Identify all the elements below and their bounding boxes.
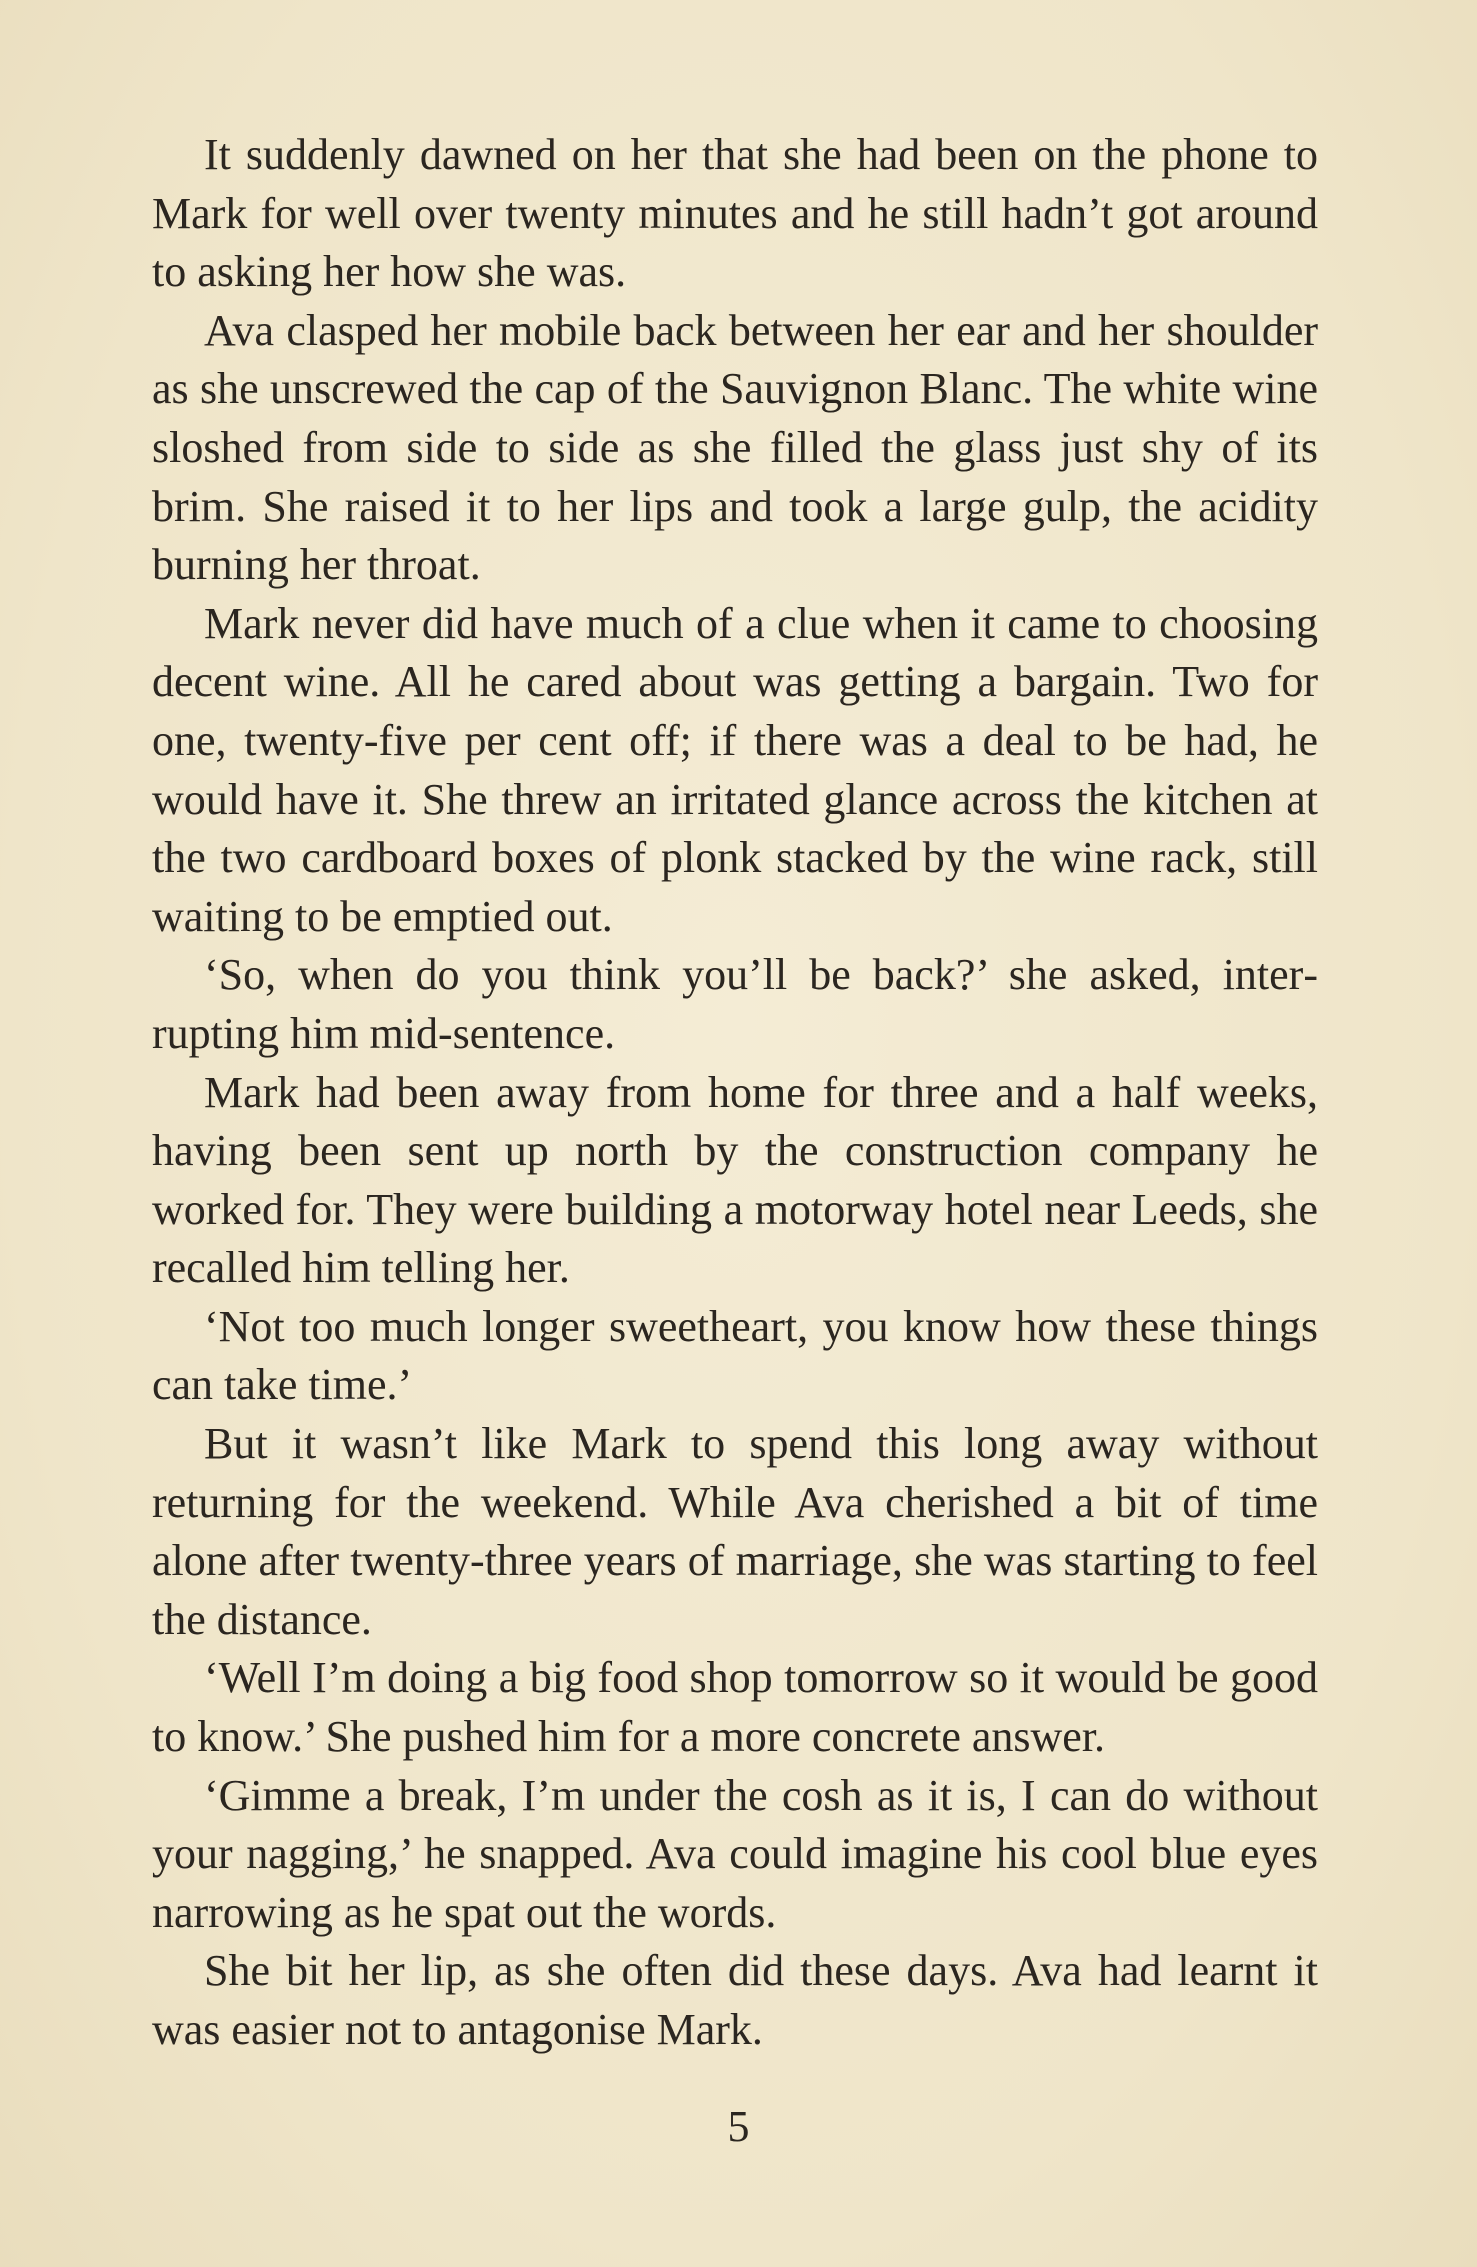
paragraph: It suddenly dawned on her that she had been on the phone to Mark for well over twenty minutes and he still hadn’t got around to asking her how she was. xyxy=(152,130,1318,297)
paragraph: ‘Not too much longer sweetheart, you know how these things can take time.’ xyxy=(152,1301,1318,1410)
paragraph: Mark never did have much of a clue when it came to choosing decent wine. All he cared about was getting a bargain. Two for one, twenty-five per cent off; if there was a deal to be had, he would have it. She threw an irritated glance across the kitchen at the two cardboard boxes of plonk stacked by the wine rack, still waiting to be emptied out. xyxy=(152,598,1318,941)
paragraph: She bit her lip, as she often did these days. Ava had learnt it was easier not to antagonise Mark. xyxy=(152,1946,1318,2054)
paragraph: Ava clasped her mobile back between her ear and her shoulder as she unscrewed the cap of the Sauvignon Blanc. The white wine sloshed from side to side as she filled the glass just shy of its brim. She raised it to her lips and took a large gulp, the acidity burning her throat. xyxy=(152,305,1318,590)
paragraph: ‘Gimme a break, I’m under the cosh as it is, I can do without your nagging,’ he snapped. Ava could imagine his cool blue eyes narrowing as he spat out the words. xyxy=(152,1770,1318,1937)
paragraph: Mark had been away from home for three and a half weeks, having been sent up north by the construction company he worked for. They were building a motorway hotel near Leeds, she recalled him telling her. xyxy=(152,1067,1318,1293)
page-number: 5 xyxy=(727,2102,750,2151)
paragraph: ‘Well I’m doing a big food shop tomorrow so it would be good to know.’ She pushed him for a more concrete answer. xyxy=(152,1653,1318,1762)
body-text xyxy=(152,126,1318,2060)
paragraph: ‘So, when do you think you’ll be back?’ she asked, interrupting him mid-sentence. xyxy=(152,950,1318,1058)
paragraph: But it wasn’t like Mark to spend this long away without returning for the weekend. While Ava cherished a bit of time alone after twenty-three years of marriage, she was starting to feel the distance. xyxy=(152,1419,1318,1644)
